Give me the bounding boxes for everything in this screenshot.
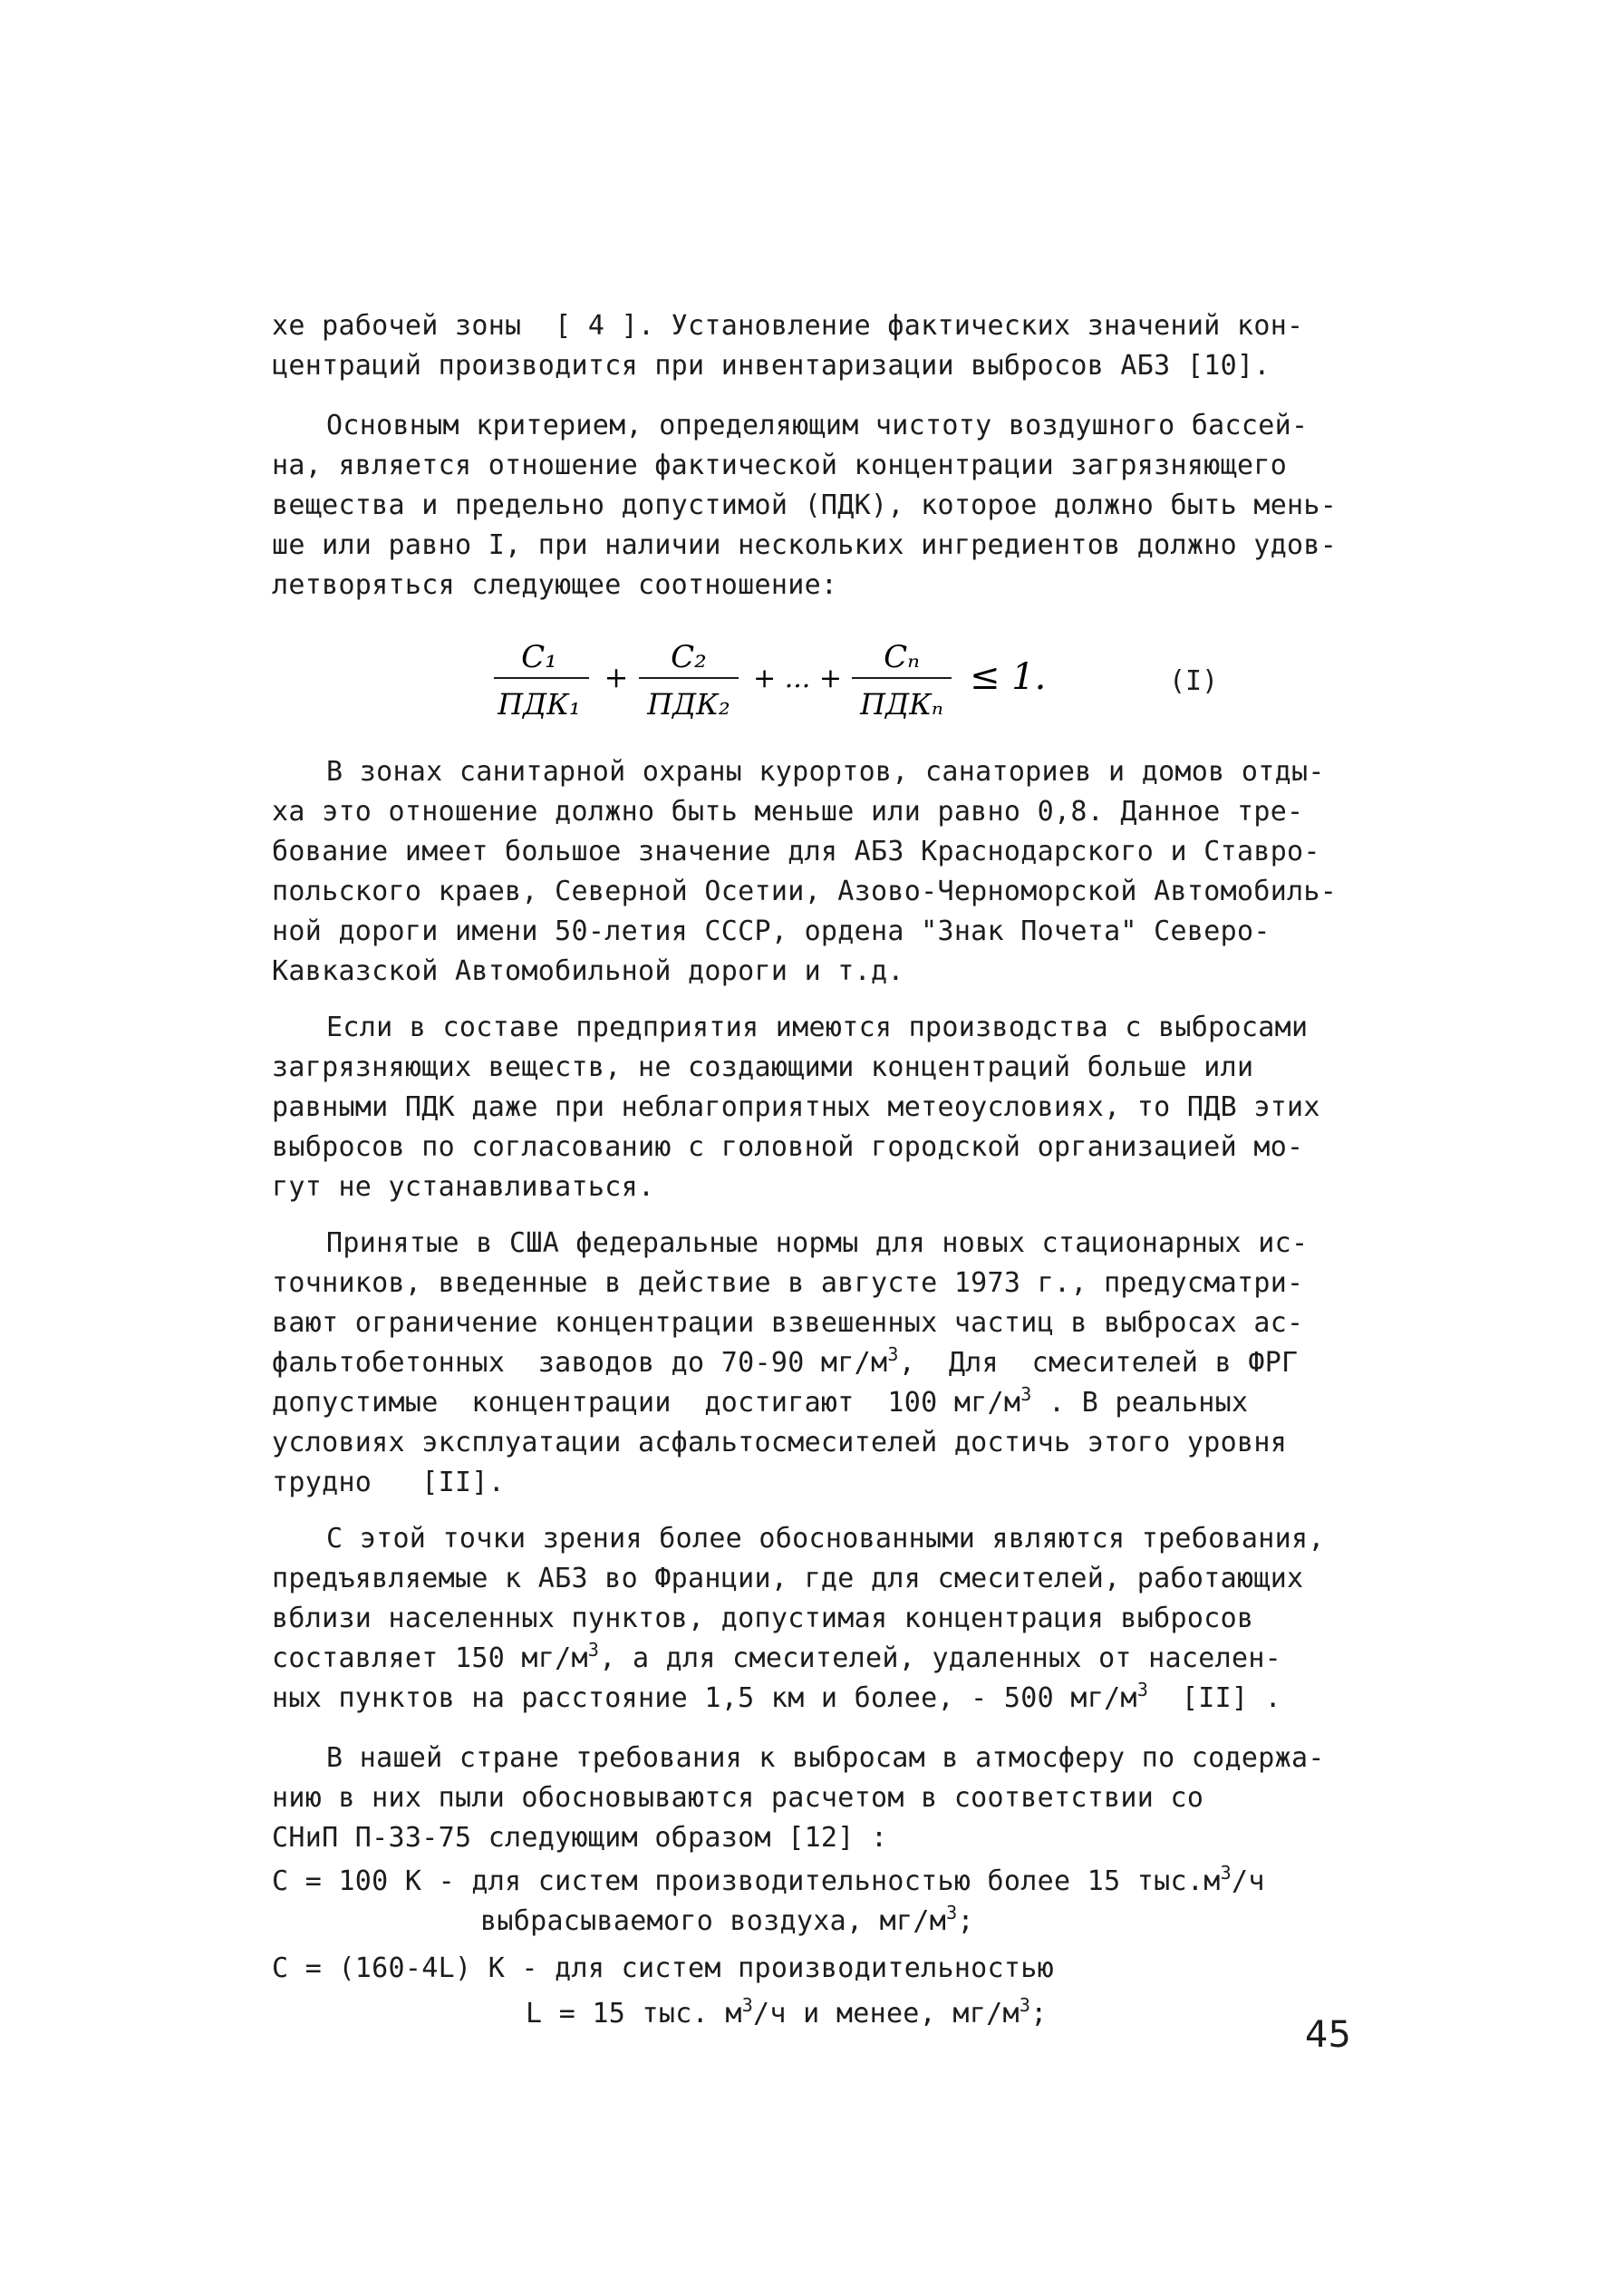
text-line: В нашей стране требования к выбросам в атмосферу по содержа- (326, 1742, 1325, 1774)
text-line: вещества и предельно допустимой (ПДК), которое должно быть мень- (272, 489, 1338, 521)
text-line: Принятые в США федеральные нормы для новых стационарных ис- (326, 1227, 1309, 1259)
text-run: [II] . (1148, 1682, 1282, 1714)
text-line: предъявляемые к АБЗ во Франции, где для смесителей, работающих (272, 1563, 1304, 1594)
text-line (272, 1383, 1248, 1423)
text-line: С этой точки зрения более обоснованными являются требования, (326, 1523, 1325, 1555)
text-run: , Для смесителей в ФРГ (898, 1347, 1299, 1379)
text-run: /ч (1231, 1865, 1265, 1897)
formula-pdk2: ПДК₂ (647, 687, 730, 722)
text-line: вают ограничение концентрации взвешенных частиц в выбросах ас- (272, 1307, 1304, 1339)
text-run: ; (957, 1905, 974, 1937)
text-run: , а для смесителей, удаленных от населен- (599, 1642, 1282, 1674)
text-run: L = 15 тыс. м (526, 1998, 742, 2030)
text-line: польского краев, Северной Осетии, Азово-Черноморской Автомобиль- (272, 876, 1338, 907)
formula-svg (489, 635, 1160, 734)
superscript: 3 (887, 1343, 899, 1365)
text-run: ных пунктов на расстояние 1,5 км и более, - 500 мг/м (272, 1682, 1137, 1714)
equation-line (272, 1862, 1265, 1902)
text-line: летворяться следующее соотношение: (272, 569, 838, 601)
equation-line (526, 1994, 1048, 2034)
text-line: Кавказской Автомобильной дороги и т.д. (272, 955, 904, 987)
superscript: 3 (741, 1994, 754, 2016)
equation-line: С = (160-4L) К - для систем производительностью (272, 1952, 1054, 1984)
formula-c1: C₁ (521, 639, 557, 675)
formula-plus: + (604, 660, 629, 694)
text-run: фальтобетонных заводов до 70-90 мг/м (272, 1347, 888, 1379)
formula-pdk1: ПДК₁ (498, 687, 581, 722)
text-line: точников, введенные в действие в августе 1973 г., предусматри- (272, 1267, 1304, 1299)
text-line: бование имеет большое значение для АБЗ Краснодарского и Ставро- (272, 836, 1320, 867)
text-line: Основным критерием, определяющим чистоту воздушного бассей- (326, 410, 1309, 441)
formula-c2: C₂ (671, 639, 707, 675)
superscript: 3 (1019, 1994, 1031, 2016)
text-run: . В реальных (1031, 1387, 1249, 1419)
text-line: выбросов по согласованию с головной городской организацией мо- (272, 1131, 1304, 1163)
text-line: Если в составе предприятия имеются производства с выбросами (326, 1012, 1309, 1043)
formula-1 (489, 635, 1214, 734)
text-line: ха это отношение должно быть меньше или равно 0,8. Данное тре- (272, 796, 1304, 828)
superscript: 3 (1136, 1679, 1149, 1700)
formula-dots: + ... + (753, 663, 842, 694)
formula-pdkn: ПДКₙ (860, 687, 943, 722)
text-line: загрязняющих веществ, не создающими концентраций больше или (272, 1051, 1254, 1083)
text-line: равными ПДК даже при неблагоприятных метеоусловиях, то ПДВ этих (272, 1091, 1320, 1123)
text-line (272, 1639, 1281, 1679)
text-line: вблизи населенных пунктов, допустимая концентрация выбросов (272, 1603, 1254, 1634)
text-line: В зонах санитарной охраны курортов, санаториев и домов отды- (326, 756, 1325, 788)
text-run: допустимые концентрации достигают 100 мг/м (272, 1387, 1021, 1419)
text-run: С = 100 К - для систем производительностью более 15 тыс.м (272, 1865, 1221, 1897)
page-number: 45 (1305, 2014, 1351, 2056)
equation-line (480, 1902, 974, 1942)
text-run: составляет 150 мг/м (272, 1642, 588, 1674)
text-line: ше или равно I, при наличии нескольких ингредиентов должно удов- (272, 529, 1338, 561)
text-line: гут не устанавливаться. (272, 1171, 655, 1203)
text-run: /ч и менее, мг/м (753, 1998, 1020, 2030)
text-line: на, является отношение фактической концентрации загрязняющего (272, 450, 1288, 481)
superscript: 3 (1020, 1383, 1032, 1405)
text-line: ной дороги имени 50-летия СССР, ордена "Знак Почета" Северо- (272, 915, 1271, 947)
equation-number: (I) (1169, 665, 1219, 697)
text-line (272, 1679, 1281, 1719)
text-line: СНиП П-33-75 следующим образом [12] : (272, 1822, 888, 1854)
formula-relation: ≤ 1. (970, 656, 1047, 698)
text-run: ; (1030, 1998, 1048, 2030)
superscript: 3 (1220, 1862, 1232, 1884)
superscript: 3 (587, 1639, 600, 1661)
superscript: 3 (946, 1902, 958, 1923)
text-run: выбрасываемого воздуха, мг/м (480, 1905, 947, 1937)
text-line (272, 1343, 1298, 1383)
text-line: центраций производится при инвентаризации выбросов АБЗ [10]. (272, 350, 1271, 382)
text-line: трудно [II]. (272, 1467, 506, 1498)
text-line: нию в них пыли обосновываются расчетом в соответствии со (272, 1782, 1204, 1814)
text-line: хе рабочей зоны [ 4 ]. Установление фактических значений кон- (272, 310, 1304, 342)
formula-cn: Cₙ (884, 639, 920, 675)
text-line: условиях эксплуатации асфальтосмесителей достичь этого уровня (272, 1427, 1288, 1458)
